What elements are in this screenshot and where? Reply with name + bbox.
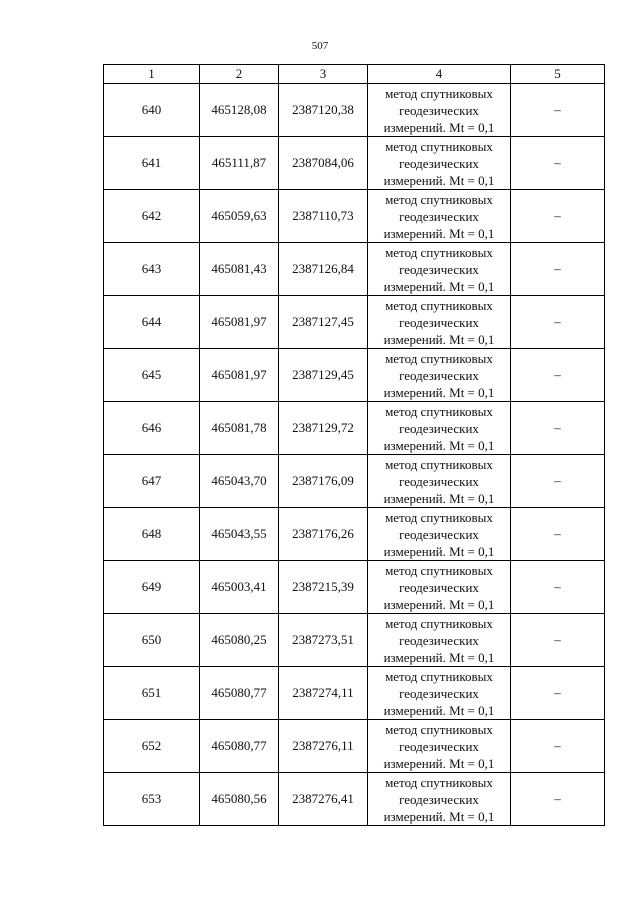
method-line: измерений. Mt = 0,1 (383, 119, 495, 135)
x-coordinate-cell: 465080,25 (200, 614, 279, 667)
y-coordinate-cell: 2387126,84 (279, 243, 368, 296)
method-line: геодезических (399, 314, 479, 330)
method-line: геодезических (399, 155, 479, 171)
method-line: измерений. Mt = 0,1 (383, 278, 495, 294)
note-cell: – (511, 614, 605, 667)
method-line: измерений. Mt = 0,1 (383, 331, 495, 347)
y-coordinate-cell: 2387215,39 (279, 561, 368, 614)
point-number-cell: 651 (104, 667, 200, 720)
note-cell: – (511, 243, 605, 296)
method-cell (368, 561, 511, 614)
x-coordinate-cell: 465080,77 (200, 720, 279, 773)
column-header-4: 4 (368, 65, 511, 84)
method-line: измерений. Mt = 0,1 (383, 490, 495, 506)
method-cell (368, 455, 511, 508)
y-coordinate-cell: 2387276,11 (279, 720, 368, 773)
point-number-cell: 646 (104, 402, 200, 455)
column-header-3: 3 (279, 65, 368, 84)
page-number: 507 (311, 40, 329, 52)
x-coordinate-cell: 465003,41 (200, 561, 279, 614)
table-row (104, 243, 605, 296)
method-line: измерений. Mt = 0,1 (383, 384, 495, 400)
header-row (104, 65, 605, 84)
x-coordinate-cell: 465043,55 (200, 508, 279, 561)
method-line: метод спутниковых (385, 403, 493, 419)
method-line: геодезических (399, 526, 479, 542)
method-line: измерений. Mt = 0,1 (383, 702, 495, 718)
note-cell: – (511, 296, 605, 349)
note-cell: – (511, 190, 605, 243)
table-row (104, 402, 605, 455)
x-coordinate-cell: 465081,97 (200, 349, 279, 402)
y-coordinate-cell: 2387276,41 (279, 773, 368, 826)
method-line: метод спутниковых (385, 244, 493, 260)
method-line: метод спутниковых (385, 509, 493, 525)
y-coordinate-cell: 2387274,11 (279, 667, 368, 720)
x-coordinate-cell: 465059,63 (200, 190, 279, 243)
method-line: измерений. Mt = 0,1 (383, 649, 495, 665)
coordinates-table (103, 64, 605, 826)
x-coordinate-cell: 465081,97 (200, 296, 279, 349)
point-number-cell: 642 (104, 190, 200, 243)
table-row (104, 137, 605, 190)
method-line: измерений. Mt = 0,1 (383, 437, 495, 453)
method-cell (368, 720, 511, 773)
note-cell: – (511, 508, 605, 561)
y-coordinate-cell: 2387127,45 (279, 296, 368, 349)
method-line: геодезических (399, 420, 479, 436)
table-row (104, 296, 605, 349)
method-cell (368, 667, 511, 720)
method-line: геодезических (399, 261, 479, 277)
method-line: измерений. Mt = 0,1 (383, 172, 495, 188)
note-cell: – (511, 349, 605, 402)
method-line: метод спутниковых (385, 85, 493, 101)
method-line: измерений. Mt = 0,1 (383, 225, 495, 241)
y-coordinate-cell: 2387176,09 (279, 455, 368, 508)
method-line: геодезических (399, 102, 479, 118)
note-cell: – (511, 561, 605, 614)
method-line: метод спутниковых (385, 138, 493, 154)
y-coordinate-cell: 2387084,06 (279, 137, 368, 190)
method-line: геодезических (399, 632, 479, 648)
point-number-cell: 640 (104, 84, 200, 137)
method-cell (368, 137, 511, 190)
note-cell: – (511, 773, 605, 826)
method-line: геодезических (399, 791, 479, 807)
method-line: метод спутниковых (385, 456, 493, 472)
method-line: геодезических (399, 685, 479, 701)
method-cell (368, 84, 511, 137)
method-cell (368, 614, 511, 667)
y-coordinate-cell: 2387129,45 (279, 349, 368, 402)
point-number-cell: 653 (104, 773, 200, 826)
method-cell (368, 402, 511, 455)
table-row (104, 720, 605, 773)
table-row (104, 349, 605, 402)
table-row (104, 561, 605, 614)
point-number-cell: 644 (104, 296, 200, 349)
point-number-cell: 648 (104, 508, 200, 561)
method-line: метод спутниковых (385, 350, 493, 366)
method-line: метод спутниковых (385, 297, 493, 313)
method-cell (368, 243, 511, 296)
x-coordinate-cell: 465080,56 (200, 773, 279, 826)
column-header-5: 5 (511, 65, 605, 84)
method-line: геодезических (399, 208, 479, 224)
note-cell: – (511, 84, 605, 137)
table-row (104, 773, 605, 826)
column-header-1: 1 (104, 65, 200, 84)
y-coordinate-cell: 2387273,51 (279, 614, 368, 667)
note-cell: – (511, 720, 605, 773)
method-line: геодезических (399, 579, 479, 595)
point-number-cell: 645 (104, 349, 200, 402)
x-coordinate-cell: 465081,43 (200, 243, 279, 296)
table-row (104, 667, 605, 720)
table-row (104, 508, 605, 561)
point-number-cell: 652 (104, 720, 200, 773)
method-line: геодезических (399, 473, 479, 489)
note-cell: – (511, 667, 605, 720)
method-line: измерений. Mt = 0,1 (383, 755, 495, 771)
point-number-cell: 650 (104, 614, 200, 667)
method-cell (368, 190, 511, 243)
method-line: метод спутниковых (385, 668, 493, 684)
table-row (104, 84, 605, 137)
method-line: метод спутниковых (385, 615, 493, 631)
table-body (104, 84, 605, 826)
method-line: измерений. Mt = 0,1 (383, 808, 495, 824)
x-coordinate-cell: 465081,78 (200, 402, 279, 455)
method-cell (368, 349, 511, 402)
column-header-2: 2 (200, 65, 279, 84)
x-coordinate-cell: 465111,87 (200, 137, 279, 190)
note-cell: – (511, 455, 605, 508)
y-coordinate-cell: 2387129,72 (279, 402, 368, 455)
method-line: геодезических (399, 738, 479, 754)
y-coordinate-cell: 2387110,73 (279, 190, 368, 243)
y-coordinate-cell: 2387120,38 (279, 84, 368, 137)
point-number-cell: 649 (104, 561, 200, 614)
method-cell (368, 296, 511, 349)
method-cell (368, 773, 511, 826)
method-line: метод спутниковых (385, 191, 493, 207)
method-line: метод спутниковых (385, 721, 493, 737)
table-row (104, 455, 605, 508)
x-coordinate-cell: 465128,08 (200, 84, 279, 137)
x-coordinate-cell: 465080,77 (200, 667, 279, 720)
point-number-cell: 643 (104, 243, 200, 296)
method-cell (368, 508, 511, 561)
x-coordinate-cell: 465043,70 (200, 455, 279, 508)
method-line: измерений. Mt = 0,1 (383, 596, 495, 612)
note-cell: – (511, 402, 605, 455)
y-coordinate-cell: 2387176,26 (279, 508, 368, 561)
method-line: метод спутниковых (385, 562, 493, 578)
table-row (104, 190, 605, 243)
method-line: метод спутниковых (385, 774, 493, 790)
table-row (104, 614, 605, 667)
note-cell: – (511, 137, 605, 190)
point-number-cell: 641 (104, 137, 200, 190)
point-number-cell: 647 (104, 455, 200, 508)
method-line: измерений. Mt = 0,1 (383, 543, 495, 559)
method-line: геодезических (399, 367, 479, 383)
